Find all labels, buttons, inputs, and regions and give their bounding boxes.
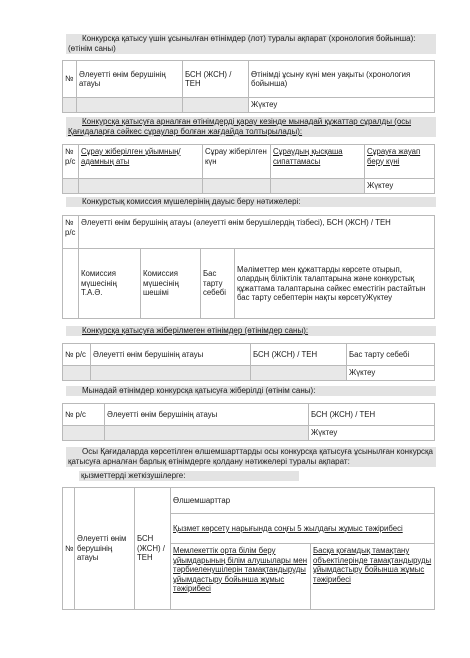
s1-empty (183, 98, 249, 113)
s6-col-edu-text: Мемлекеттік орта білім беру ұйымдарының білім алушылары мен тәрбиеленушілерін тамақтандыруды ұйымдастыру бойынша жұмыс тәжірибесі (173, 546, 308, 593)
section3-heading-text: Конкурстық комиссия мүшелерінің дауыс беру нәтижелері: (82, 197, 301, 206)
s2-empty (63, 179, 79, 194)
section3-heading (66, 197, 436, 207)
section5-heading-text: Мынадай өтінімдер конкурсқа қатысуға жіберілді (өтінім саны): (82, 386, 316, 395)
s5-empty (63, 426, 105, 441)
s1-empty (77, 98, 183, 113)
s6-col-edu (171, 544, 311, 610)
s4-empty (63, 366, 91, 381)
section4-heading (66, 326, 436, 336)
s2-col-reply-text: Сұрауға жауап беру күні (367, 147, 421, 166)
s1-upload-link[interactable]: Жүктеу (249, 98, 435, 113)
s1-col-no: № (63, 61, 77, 98)
section5-heading (66, 386, 436, 396)
s3-col-no: № р/с (63, 216, 79, 249)
s3-col-decision: Комиссия мүшесінің шешімі (141, 249, 201, 319)
s6-col-bin: БСН (ЖСН) / ТЕН (135, 488, 171, 610)
s2-col-recipient (79, 145, 203, 179)
s2-empty (203, 179, 271, 194)
s6-col-criteria: Өлшемшарттар (171, 488, 435, 514)
s2-col-reply (365, 145, 435, 179)
s5-upload-link[interactable]: Жүктеу (309, 426, 435, 441)
s5-col-name: Әлеуетті өнім берушінің атауы (105, 404, 309, 426)
s6-col-other (311, 544, 435, 610)
s1-col-bin: БСН (ЖСН) / ТЕН (183, 61, 249, 98)
s1-col-date: Өтінімді ұсыну күні мен уақыты (хронология бойынша) (249, 61, 435, 98)
s2-empty (79, 179, 203, 194)
s2-col-sent: Сұрау жіберілген күн (203, 145, 271, 179)
s5-col-bin: БСН (ЖСН) / ТЕН (309, 404, 435, 426)
s2-col-desc-text: Сұраудың қысқаша сипаттамасы (273, 147, 343, 166)
s4-empty (91, 366, 251, 381)
s4-col-bin: БСН (ЖСН) / ТЕН (251, 344, 347, 366)
s2-upload-link[interactable]: Жүктеу (365, 179, 435, 194)
section1-heading: Конкурсқа қатысу үшін ұсынылған өтінімдер (лот) туралы ақпарат (хронология бойынша): (өтінім саны) (66, 34, 436, 54)
s2-col-no: № р/с (63, 145, 79, 179)
s4-empty (251, 366, 347, 381)
s4-upload-link[interactable]: Жүктеу (347, 366, 435, 381)
s6-col-other-text: Басқа қоғамдық тамақтану объектілерінде тамақтандыруды ұйымдастыру бойынша жұмыс тәжірибесі (313, 546, 432, 584)
s6-col-name: Әлеуетті өнім берушінің атауы (75, 488, 135, 610)
section2-heading-text: Конкурсқа қатысуға арналған өтінімдерді қарау кезінде мынадай құжаттар сұралды (осы Қағидаларға сәйкес сұраулар болған жағдайда толтырылады): (68, 117, 412, 136)
s3-col-member: Комиссия мүшесінің Т.А.Ә. (79, 249, 141, 319)
s2-col-recipient-text: Сұрау жіберілген ұйымның/адамның аты (81, 147, 181, 166)
s6-col-no: № (63, 488, 75, 610)
s2-empty (271, 179, 365, 194)
s6-col-experience-text: Қызмет көрсету нарығында соңғы 5 жылдағы жұмыс тәжірибесі (173, 523, 403, 533)
s4-col-no: № р/с (63, 344, 91, 366)
section6-heading-text: Осы Қағидаларда көрсетілген өлшемшарттарды осы конкурсқа қатысуға ұсынылған конкурсқа қатысуға арналған барлық өтінімдерге қолдану нәтижелері туралы ақпарат: (68, 447, 433, 466)
s3-col-supplier: Әлеуетті өнім берушінің атауы (әлеуетті өнім берушілердің тізбесі), БСН (ЖСН) / ТЕН (79, 216, 435, 249)
s5-col-no: № р/с (63, 404, 105, 426)
s2-col-desc (271, 145, 365, 179)
section2-table (62, 144, 435, 194)
s4-col-reason: Бас тарту себебі (347, 344, 435, 366)
s5-empty (105, 426, 309, 441)
section3-table (62, 215, 435, 319)
s3-col-reason: Бас тарту себебі (201, 249, 235, 319)
s3-col-info: Мәліметтер мен құжаттарды көрсете отырып, олардың біліктілік талаптарына және конкурстық құжаттама талаптарына сәйкес еместігін растайтын бас тарту себептерін нақты көрсетуЖүктеу (235, 249, 435, 319)
s3-empty (63, 249, 79, 319)
section6-subheading: қызметтерді жеткізушілерге: (79, 471, 299, 481)
s1-empty (63, 98, 77, 113)
s4-col-name: Әлеуетті өнім берушінің атауы (91, 344, 251, 366)
section1-table (62, 60, 435, 113)
s6-col-experience (171, 514, 435, 544)
section2-heading (66, 117, 436, 137)
s1-col-name: Әлеуетті өнім берушінің атауы (77, 61, 183, 98)
section4-table (62, 343, 435, 381)
section4-heading-text: Конкурсқа қатысуға жіберілмеген өтінімдер (өтінімдер саны): (82, 326, 309, 335)
section6-table (62, 487, 435, 610)
section5-table (62, 403, 435, 441)
section6-heading (66, 447, 436, 467)
